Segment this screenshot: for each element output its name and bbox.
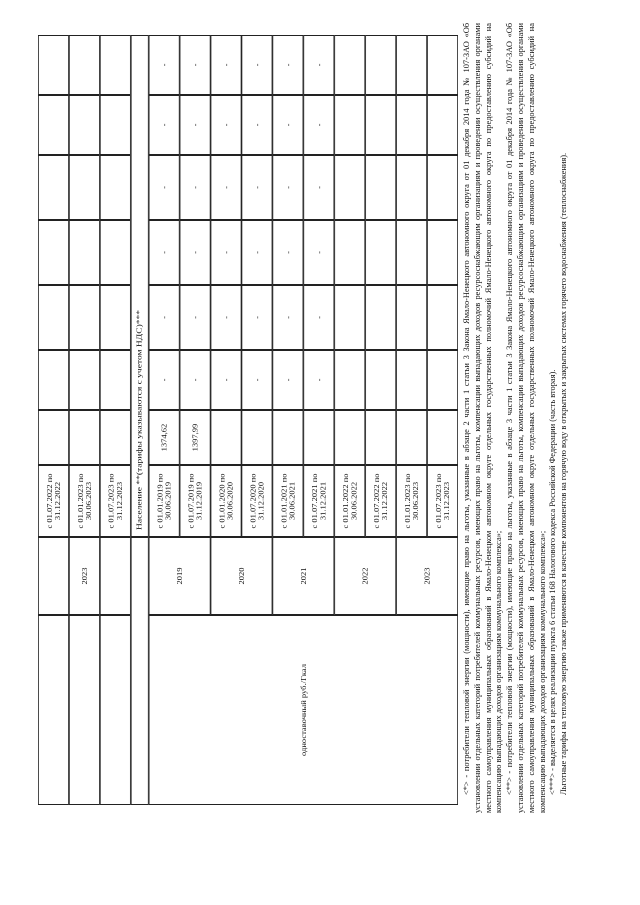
value-cell <box>365 285 396 350</box>
section-header: Население **(тарифы указываются с учетом НДС)*** <box>131 35 149 537</box>
value-cell <box>38 285 69 350</box>
value-cell <box>100 285 131 350</box>
value-cell: - <box>180 350 211 410</box>
value-cell <box>365 350 396 410</box>
value-cell: - <box>241 220 272 285</box>
value-cell: - <box>211 285 242 350</box>
value-cell <box>396 95 427 155</box>
value-cell <box>211 410 242 465</box>
footnote-3: <***> - выделяется в целях реализации пункта 6 статьи 168 Налогового кодекса Российской Федерации (часть вторая). <box>548 369 558 795</box>
period-cell: с 01.07.2019 по 31.12.2019 <box>180 465 211 537</box>
value-cell <box>38 155 69 220</box>
value-cell <box>427 155 458 220</box>
value-cell: - <box>272 220 303 285</box>
period-cell: с 01.07.2020 по 31.12.2020 <box>241 465 272 537</box>
year-cell <box>100 537 131 615</box>
value-cell: - <box>211 155 242 220</box>
value-cell <box>38 220 69 285</box>
period-cell: с 01.01.2020 по 30.06.2020 <box>211 465 242 537</box>
value-cell: - <box>303 350 334 410</box>
value-cell <box>38 350 69 410</box>
value-cell <box>100 35 131 95</box>
footnote-4: Льготные тарифы на тепловую энергию также применяются в качестве компонентов на горячую воду в открытых и закрытых системах горячего водоснабжения (теплоснабжения). <box>559 152 569 795</box>
value-cell: - <box>211 95 242 155</box>
value-cell <box>365 95 396 155</box>
value-cell: - <box>180 220 211 285</box>
value-cell: - <box>149 35 180 95</box>
value-cell <box>396 285 427 350</box>
value-cell <box>427 410 458 465</box>
value-cell: - <box>211 220 242 285</box>
value-cell: - <box>241 285 272 350</box>
value-cell <box>334 350 365 410</box>
value-cell <box>69 35 100 95</box>
period-cell: с 01.01.2019 по 30.06.2019 <box>149 465 180 537</box>
period-cell: с 01.07.2023 по 31.12.2023 <box>427 465 458 537</box>
value-cell <box>396 350 427 410</box>
unit-cell <box>100 615 131 805</box>
value-cell <box>303 410 334 465</box>
footnote-1: <*> - потребители тепловой энергии (мощности), имеющие право на льготы, указанные в абзаце 2 части 1 статьи 3 Закона Ямало-Ненецкого автономного округа от 01 декабря 2014 года № 107-ЗАО «Об установлении отдельных категорий потребителей коммунальных ресурсов, имеющих право на льготы, компенсации выпадающих доходов ресурсоснабжающим организациям и проведении осуществления органами местного самоуправления муниципальных образований в Ямало-Ненецком автономном округе отдельных государственных полномочий Ямало-Ненецкого автономного округа по предоставлению субсидий на компенсацию выпадающих доходов организациям коммунального комплекса»; <box>462 23 504 813</box>
value-cell: - <box>149 155 180 220</box>
unit-label: одноставочный руб./Гкал <box>149 615 458 805</box>
value-cell <box>334 410 365 465</box>
value-cell: - <box>241 35 272 95</box>
value-cell <box>100 95 131 155</box>
value-cell <box>427 95 458 155</box>
value-cell <box>100 350 131 410</box>
value-cell: 1397,99 <box>180 410 211 465</box>
period-cell: с 01.01.2023 по 30.06.2023 <box>69 465 100 537</box>
value-cell: - <box>303 95 334 155</box>
value-cell <box>334 95 365 155</box>
period-cell: с 01.07.2022 по 31.12.2022 <box>38 465 69 537</box>
value-cell <box>396 155 427 220</box>
year-cell: 2021 <box>272 537 334 615</box>
value-cell <box>241 410 272 465</box>
value-cell <box>334 285 365 350</box>
year-cell: 2022 <box>334 537 396 615</box>
footnotes <box>462 23 570 813</box>
footnote-2: <**> - потребители тепловой энергии (мощности), имеющие право на льготы, указанные в абзаце 3 части 1 статьи 3 Закона Ямало-Ненецкого автономного округа от 01 декабря 2014 года № 107-ЗАО «Об установлении отдельных категорий потребителей коммунальных ресурсов, имеющих право на льготы, компенсации выпадающих доходов ресурсоснабжающим организациям и проведении осуществления органами местного самоуправления муниципальных образований в Ямало-Ненецком автономном округе отдельных государственных полномочий Ямало-Ненецкого автономного округа по предоставлению субсидий на компенсацию выпадающих доходов организациям коммунального комплекса»; <box>505 23 547 813</box>
value-cell <box>69 95 100 155</box>
period-cell: с 01.07.2022 по 31.12.2022 <box>365 465 396 537</box>
value-cell: - <box>149 285 180 350</box>
value-cell: - <box>180 35 211 95</box>
value-cell <box>396 410 427 465</box>
unit-cell <box>69 615 100 805</box>
value-cell <box>100 410 131 465</box>
value-cell: - <box>272 285 303 350</box>
value-cell <box>100 220 131 285</box>
value-cell: - <box>303 285 334 350</box>
value-cell <box>69 410 100 465</box>
value-cell <box>69 220 100 285</box>
value-cell <box>427 350 458 410</box>
value-cell <box>396 35 427 95</box>
value-cell: - <box>272 350 303 410</box>
value-cell <box>38 35 69 95</box>
year-cell <box>38 537 69 615</box>
value-cell <box>69 350 100 410</box>
value-cell <box>272 410 303 465</box>
period-cell: с 01.01.2022 по 30.06.2022 <box>334 465 365 537</box>
value-cell: 1374,62 <box>149 410 180 465</box>
value-cell: - <box>180 285 211 350</box>
value-cell: - <box>241 350 272 410</box>
value-cell: - <box>303 155 334 220</box>
value-cell <box>69 155 100 220</box>
value-cell: - <box>303 220 334 285</box>
blank-cell <box>131 537 149 805</box>
value-cell <box>427 35 458 95</box>
year-cell: 2019 <box>149 537 211 615</box>
period-cell: с 01.01.2021 по 30.06.2021 <box>272 465 303 537</box>
value-cell <box>334 220 365 285</box>
value-cell: - <box>241 95 272 155</box>
value-cell <box>69 285 100 350</box>
year-cell: 2023 <box>69 537 100 615</box>
value-cell <box>427 220 458 285</box>
value-cell <box>334 155 365 220</box>
value-cell <box>100 155 131 220</box>
value-cell: - <box>303 35 334 95</box>
value-cell: - <box>272 95 303 155</box>
value-cell <box>427 285 458 350</box>
value-cell <box>334 35 365 95</box>
tariff-table <box>38 35 451 805</box>
value-cell: - <box>272 155 303 220</box>
value-cell <box>396 220 427 285</box>
value-cell: - <box>211 350 242 410</box>
year-cell: 2023 <box>396 537 458 615</box>
value-cell <box>38 95 69 155</box>
value-cell: - <box>149 350 180 410</box>
value-cell: - <box>149 220 180 285</box>
value-cell: - <box>211 35 242 95</box>
value-cell <box>365 35 396 95</box>
value-cell <box>38 410 69 465</box>
value-cell: - <box>241 155 272 220</box>
value-cell <box>365 155 396 220</box>
year-cell: 2020 <box>211 537 273 615</box>
period-cell: с 01.01.2023 по 30.06.2023 <box>396 465 427 537</box>
value-cell <box>365 220 396 285</box>
value-cell: - <box>180 95 211 155</box>
value-cell: - <box>180 155 211 220</box>
period-cell: с 01.07.2021 по 31.12.2021 <box>303 465 334 537</box>
value-cell: - <box>149 95 180 155</box>
value-cell <box>365 410 396 465</box>
period-cell: с 01.07.2023 по 31.12.2023 <box>100 465 131 537</box>
value-cell: - <box>272 35 303 95</box>
unit-cell <box>38 615 69 805</box>
